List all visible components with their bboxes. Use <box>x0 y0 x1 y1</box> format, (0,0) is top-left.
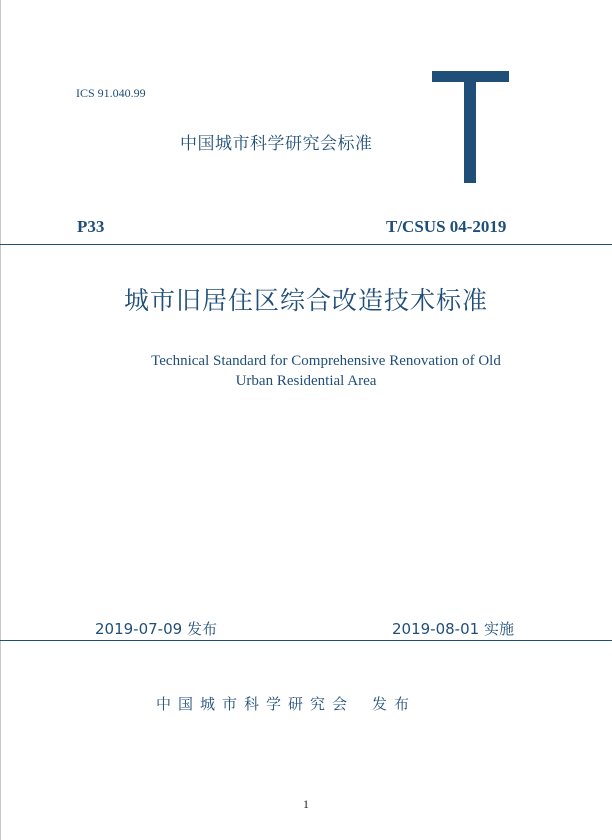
publisher-verb: 发布 <box>372 695 417 713</box>
standard-number: T/CSUS 04-2019 <box>386 217 507 236</box>
publisher-name: 中国城市科学研究会 <box>156 695 355 713</box>
organization-standard-label: 中国城市科学研究会标准 <box>180 134 373 154</box>
ics-code: ICS 91.040.99 <box>76 86 146 100</box>
title-english-line1: Technical Standard for Comprehensive Renovation of Old <box>151 353 501 369</box>
title-chinese: 城市旧居住区综合改造技术标准 <box>123 286 488 315</box>
classification-code: P33 <box>77 217 105 236</box>
t-logo-stem <box>464 71 476 183</box>
publish-date: 2019-07-09 发布 <box>95 620 217 638</box>
implement-date: 2019-08-01 实施 <box>392 620 514 638</box>
publisher-line <box>156 693 416 714</box>
header-divider <box>0 244 612 245</box>
page-border-left <box>0 0 1 840</box>
footer-divider <box>0 640 612 641</box>
standard-letter-t-logo <box>432 71 509 183</box>
title-english-line2: Urban Residential Area <box>235 373 377 389</box>
page-number: 1 <box>303 797 309 811</box>
title-english <box>0 351 612 391</box>
